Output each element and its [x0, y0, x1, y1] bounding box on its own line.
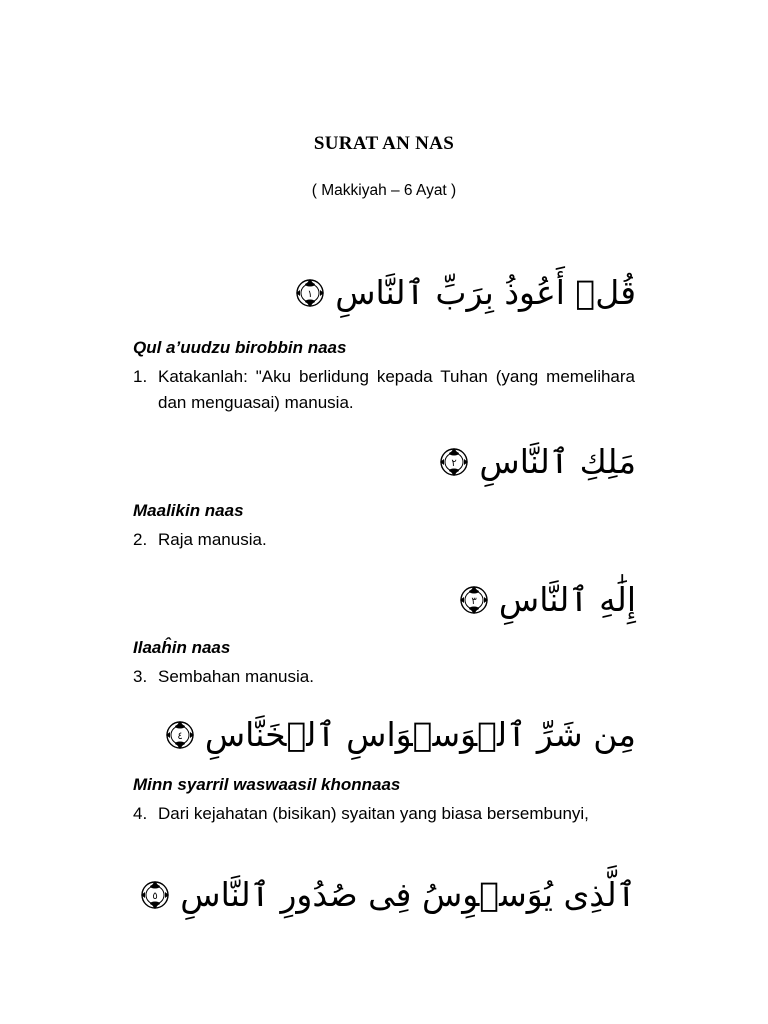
page-subtitle: ( Makkiyah – 6 Ayat )	[311, 182, 457, 199]
translation-1	[133, 364, 635, 416]
ayah-marker-icon	[459, 585, 489, 615]
transliteration-1: Qul a’uudzu birobbin naas	[133, 338, 347, 357]
translation-number-1: 1.	[133, 367, 148, 386]
ayah-number: ٥	[152, 891, 158, 902]
ayah-marker-icon	[165, 720, 195, 750]
arabic-verse-4-text: مِن شَرِّ ٱلۡوَسۡوَاسِ ٱلۡخَنَّاسِ	[204, 715, 636, 754]
page-title: SURAT AN NAS	[313, 133, 455, 154]
ayah-number: ٤	[177, 731, 183, 742]
ayah-marker-icon	[439, 447, 469, 477]
arabic-verse-1	[295, 268, 636, 318]
ayah-marker-icon	[140, 880, 170, 910]
ayah-marker-icon	[295, 278, 325, 308]
arabic-verse-2	[439, 437, 636, 487]
ayah-number: ٢	[451, 458, 458, 469]
ayah-number: ٣	[471, 596, 477, 607]
translation-2	[133, 527, 635, 553]
transliteration-3: Ilaaĥin naas	[133, 638, 231, 657]
translation-text-3: Sembahan manusia.	[158, 667, 314, 686]
translation-text-1: Katakanlah: "Aku berlidung kepada Tuhan (yang memelihara dan menguasai) manusia.	[158, 367, 635, 412]
arabic-verse-3-text: إِلَٰهِ ٱلنَّاسِ	[498, 580, 636, 619]
translation-text-2: Raja manusia.	[158, 530, 267, 549]
translation-3	[133, 664, 635, 690]
arabic-verse-4	[165, 710, 636, 760]
transliteration-2: Maalikin naas	[133, 501, 244, 520]
transliteration-4: Minn syarril waswaasil khonnaas	[133, 775, 401, 794]
translation-number-3: 3.	[133, 667, 148, 686]
translation-text-4: Dari kejahatan (bisikan) syaitan yang biasa bersembunyi,	[158, 804, 589, 823]
translation-number-2: 2.	[133, 530, 148, 549]
arabic-verse-5	[140, 870, 636, 920]
arabic-verse-2-text: مَلِكِ ٱلنَّاسِ	[479, 442, 636, 481]
translation-4	[133, 801, 635, 827]
translation-number-4: 4.	[133, 804, 148, 823]
arabic-verse-1-text: قُلۡ أَعُوذُ بِرَبِّ ٱلنَّاسِ	[335, 273, 636, 312]
arabic-verse-3	[459, 575, 636, 625]
arabic-verse-5-text: ٱلَّذِى يُوَسۡوِسُ فِى صُدُورِ ٱلنَّاسِ	[180, 875, 636, 914]
ayah-number: ١	[307, 289, 313, 300]
